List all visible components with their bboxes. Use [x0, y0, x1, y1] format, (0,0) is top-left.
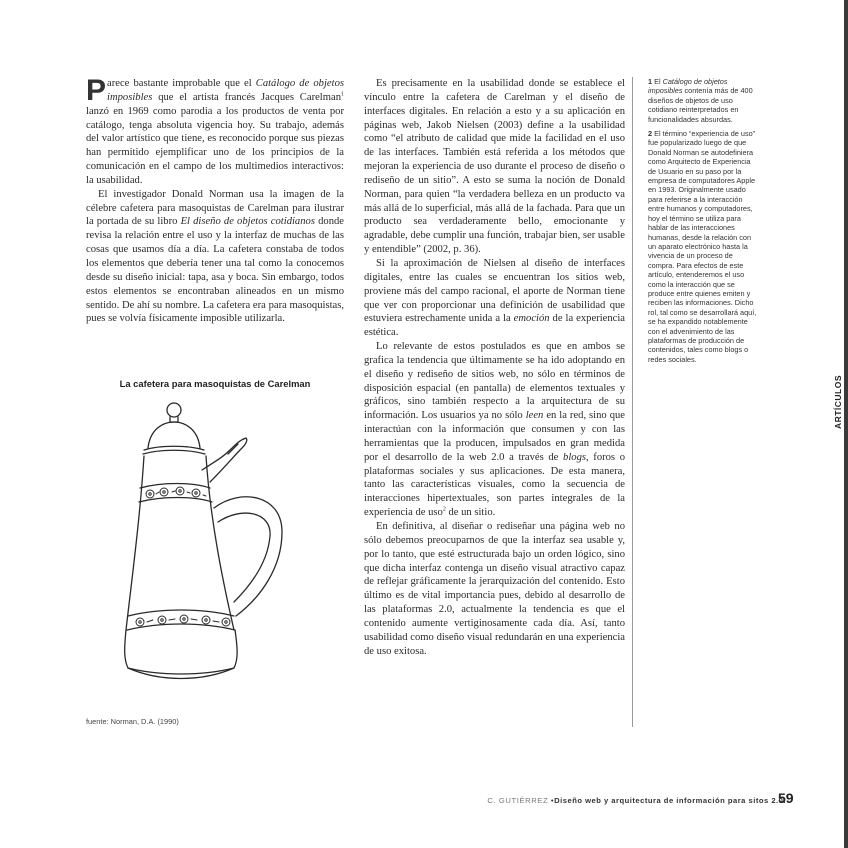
figure-title: La cafetera para masoquistas de Carelman: [119, 378, 311, 389]
paragraph-intro: [86, 74, 344, 188]
page-number: 59: [778, 790, 794, 806]
running-footer: [487, 796, 786, 805]
section-label-text: ARTÍCULOS: [833, 374, 843, 430]
footer-author: C. GUTIÉRREZ: [487, 796, 549, 805]
sidenotes: [648, 77, 760, 369]
column-divider: [632, 77, 633, 727]
paragraph-nielsen: Si la aproximación de Nielsen al diseño de interfaces digitales, entre las cuales se encuentran los sitios web, proviene más del campo racional, el aporte de Norman tiene que ver con proporcionar una definición de usabilidad que estuviera estrechamente unida a la emoción de la experiencia estética.: [364, 257, 625, 339]
article-column-2: [364, 77, 625, 658]
section-label: [832, 372, 844, 432]
drop-cap: P: [86, 74, 107, 107]
footnote-1: [648, 77, 760, 124]
paragraph-trends: Lo relevante de estos postulados es que en ambos se grafica la tendencia que últimamente se ha ido adoptando en el diseño y rediseño de sitios web, no sólo en términos de disposición espacial (en pantalla) de elementos textuales y gráficos, sino también respecto a la arquitectura de su información. Los usuarios ya no sólo leen en la red, sino que interactúan con la información que consumen y con las herramientas que la producen, impulsados en gran medida por el desarrollo de la web 2.0 a través de blogs, foros o plataformas sociales y sus aplicaciones. De esta manera, tanto las características visuales, como la secuencia de interacciones hipertextuales, son partes integrales de la experiencia de uso$^2$ de un sitio.: [364, 341, 625, 519]
footnote-2: [648, 129, 760, 364]
footer-title: Diseño web y arquitectura de información para sitos 2.0.: [554, 796, 786, 805]
paragraph-usability: Es precisamente en la usabilidad donde se establece el vínculo entre la cafetera de Carelman y el diseño de interfaces digitales. En relación a esto y a su aplicación en páginas web, Jakob Nielsen (2003) define a la usabilidad como “el atributo de calidad que mide la facilidad en el uso de las interfaces. También está referida a los métodos que mejoran la experiencia de uso durante el proceso de diseño o rediseño de un sitio”. A esto se suma la noción de Donald Norman, para quien “la verdadera belleza en un producto va más allá de lo superficial, más allá de la fachada. Para que un producto sea verdaderamente bello, emocionante y agradable, debe cumplir una función, trabajar bien, ser usable y entendible” (2002, p. 36).: [364, 78, 625, 256]
footnote-1-number: 1: [648, 77, 653, 86]
footnote-2-text: El término “experiencia de uso” fue popularizado luego de que Donald Norman se autodefiniera como Arquitecto de Experiencia de Usuario en su paso por la empresa de computadores Apple en 1993. Originalmente usado para referirse a la interacción entre humanos y computadores, hoy el término se utiliza para hablar de las interacciones humanas, desde la relación con un aparato electrónico hasta la vivencia de un proceso de compra. Para efectos de este artículo, entenderemos el uso como la interacción que se produce entre quienes emiten y reciben las informaciones. Dicho rol, tal como se desarrollará aquí, se ha expandido notablemente con el advenimiento de las plataformas de producción de contenidos, tales como blogs o redes sociales.: [648, 129, 757, 364]
page-edge-bar: [844, 0, 848, 848]
paragraph-conclusion: En definitiva, al diseñar o rediseñar una página web no sólo debemos preocuparnos de que la interfaz sea usable y, por lo tanto, que esté estructurada bajo un orden lógico, sino que dicha interfaz contenga un diseño visual atractivo capaz de reflejar gráficamente la jerarquización del contenido. Esto último es de vital importancia pues, debido al desarrollo de las plataformas 2.0, actualmente la tendencia es que el contenido aumente vertiginosamente cada día. Así, tanto usabilidad como diseño visual redundarán en una experiencia de uso exitosa.: [364, 521, 625, 657]
paragraph-norman: El investigador Donald Norman usa la imagen de la célebre cafetera para masoquistas de Carelman para ilustrar la portada de su libro El diseño de objetos cotidianos donde revisa la relación entre el uso y la interfaz de muchas de las cosas que usamos día a día. La cafetera constaba de todos los elementos que debería tener una tal como la conocemos desde su diseño inicial: tapa, asa y boca. Sin embargo, todos estos elementos se encontraban alineados en un mismo sentido. De ahí su nombre. La cafetera era para masoquistas, pues se volvía físicamente imposible utilizarla.: [86, 188, 344, 325]
coffee-pot-illustration: [110, 398, 310, 683]
paragraph-intro-text: arece bastante improbable que el Catálogo de objetos imposibles que el artista francés Jacques Carelman$^1$ lanzó en 1969 como parodia a los productos de venta por catálogo, tenga absoluta vigencia hoy. Su trabajo, además del valor artístico que tiene, es reconocido porque sus piezas han permitido ejemplificar uno de los principios de la comunicación en el campo de los multimedios interactivos: la usabilidad.: [86, 78, 344, 186]
figure-source: fuente: Norman, D.A. (1990): [86, 717, 179, 726]
footer-bullet: •: [550, 796, 555, 805]
footnote-1-text: El Catálogo de objetos imposibles contenía más de 400 diseños de objetos de uso cotidiano reinterpretados en funcionalidades absurdas.: [648, 77, 753, 124]
article-column-1: [86, 74, 344, 326]
footnote-2-number: 2: [648, 129, 653, 139]
